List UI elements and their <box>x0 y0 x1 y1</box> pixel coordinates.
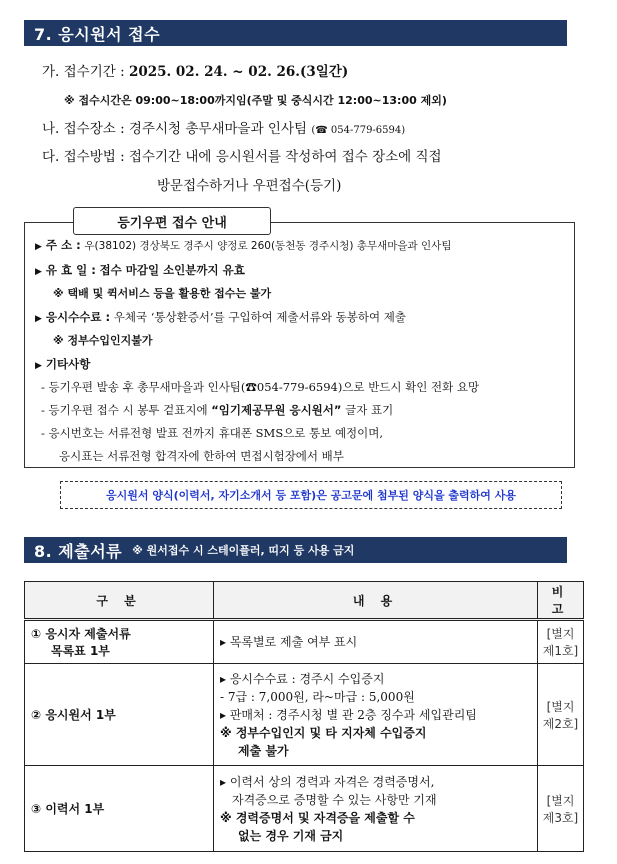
row-2-label-line-1: ② 응시원서 1부 <box>31 708 116 722</box>
row-2-content-line-2: - 7급 : 7,000원, 라~마급 : 5,000원 <box>220 689 415 704</box>
row-3-note-line-1: ※ 경력증명서 및 자격증을 제출할 수 <box>220 810 415 825</box>
row-2-remark: [별지 제2호] <box>538 664 584 766</box>
fee-text: 우체국 ‘통상환증서’를 구입하여 제출서류와 동봉하여 제출 <box>113 310 406 324</box>
row-3-content-line-2: 자격증으로 증명할 수 있는 사항만 기재 <box>232 792 437 807</box>
row-1-content-line-1: ▸ 목록별로 제출 여부 표시 <box>220 635 358 649</box>
row-3-label-line-1: ③ 이력서 1부 <box>31 802 105 816</box>
row-1-label <box>25 620 214 664</box>
etc-label: 기타사항 <box>45 357 91 371</box>
table-row <box>25 766 584 852</box>
address-line <box>35 237 451 253</box>
section-8-note: ※ 원서접수 시 스테이플러, 띠지 등 사용 금지 <box>132 544 355 557</box>
triangle-bullet-icon: ▶ <box>35 314 42 324</box>
mail-box-title: 등기우편 접수 안내 <box>73 207 271 235</box>
row-2-note-line-1: ※ 정부수입인지 및 타 지자체 수입증지 <box>220 725 427 740</box>
place-text: 나. 접수장소 : 경주시청 총무새마을과 인사팀 <box>42 121 308 137</box>
table-header-row <box>25 582 584 620</box>
table-row <box>25 620 584 664</box>
etc-heading <box>35 356 90 372</box>
row-3-note-line-2: 없는 경우 기재 금지 <box>238 828 344 843</box>
row-1-label-line-2: 목록표 1부 <box>51 644 110 658</box>
row-1-remark: [별지 제1호] <box>538 620 584 664</box>
header-category: 구 분 <box>25 582 214 620</box>
row-2-content-line-1: ▸ 응시수수료 : 경주시 수입증지 <box>220 671 385 686</box>
valid-label: 유 효 일 : <box>45 263 96 277</box>
table-row <box>25 664 584 766</box>
place-line <box>42 117 405 137</box>
etc-item-3-line-2: 응시표는 서류전형 합격자에 한하여 면접시험장에서 배부 <box>59 449 344 463</box>
place-phone: (☎ 054-779-6594) <box>311 125 406 136</box>
etc-item-3-line-1: - 응시번호는 서류전형 발표 전까지 휴대폰 SMS으로 통보 예정이며, <box>41 426 384 440</box>
header-content: 내 용 <box>214 582 538 620</box>
address-label: 주 소 : <box>45 238 81 252</box>
row-1-content <box>214 620 538 664</box>
row-3-remark: [별지 제3호] <box>538 766 584 852</box>
triangle-bullet-icon: ▶ <box>35 267 42 277</box>
row-2-content <box>214 664 538 766</box>
etc-item-2-c: 글자 표기 <box>345 403 394 417</box>
valid-text: 접수 마감일 소인분까지 유효 <box>99 263 245 277</box>
etc-item-2-a: - 등기우편 접수 시 봉투 겉표지에 <box>41 403 208 417</box>
row-1-label-line-1: ① 응시자 제출서류 <box>31 627 131 641</box>
section-8-title: 8. 제출서류 <box>34 541 123 561</box>
header-remark: 비 고 <box>538 582 584 620</box>
mail-info-box <box>24 222 575 468</box>
address-text: 우(38102) 경상북도 경주시 양정로 260(동천동 경주시청) 총무새마을과 인사팀 <box>84 240 452 252</box>
row-2-content-line-3: ▸ 판매처 : 경주시청 별 관 2층 징수과 세입관리팀 <box>220 707 477 722</box>
period-line <box>42 60 348 80</box>
form-notice: 응시원서 양식(이력서, 자기소개서 등 포함)은 공고문에 첨부된 양식을 출력하여 사용 <box>60 481 562 509</box>
etc-item-2 <box>41 402 393 418</box>
method-line-2: 방문접수하거나 우편접수(등기) <box>157 178 342 194</box>
row-2-note-line-2: 제출 불가 <box>238 743 289 758</box>
valid-note: ※ 택배 및 퀵서비스 등을 활용한 접수는 불가 <box>53 287 272 300</box>
row-3-content <box>214 766 538 852</box>
period-label: 가. 접수기간 : <box>42 64 125 80</box>
fee-label: 응시수수료 : <box>45 310 111 324</box>
triangle-bullet-icon: ▶ <box>35 242 42 252</box>
fee-note: ※ 정부수입인지불가 <box>53 334 153 347</box>
etc-item-2-b: “임기제공무원 응시원서” <box>211 403 342 417</box>
method-line-1: 다. 접수방법 : 접수기간 내에 응시원서를 작성하여 접수 장소에 직접 <box>42 149 442 165</box>
documents-table <box>24 581 584 852</box>
section-7-title: 7. 응시원서 접수 <box>34 24 161 44</box>
row-3-label <box>25 766 214 852</box>
triangle-bullet-icon: ▶ <box>35 361 42 371</box>
row-2-label <box>25 664 214 766</box>
section-8-header <box>24 537 567 563</box>
etc-item-1: - 등기우편 발송 후 총무새마을과 인사팀(☎054-779-6594)으로 반드시 확인 전화 요망 <box>41 380 480 394</box>
period-value: 2025. 02. 24. ~ 02. 26.(3일간) <box>128 64 349 80</box>
valid-line <box>35 262 245 278</box>
row-3-content-line-1: ▸ 이력서 상의 경력과 자격은 경력증명서, <box>220 774 435 789</box>
fee-line <box>35 309 406 325</box>
time-note: ※ 접수시간은 09:00~18:00까지임(주말 및 중식시간 12:00~13:00 제외) <box>64 94 447 107</box>
section-7-header <box>24 20 567 46</box>
